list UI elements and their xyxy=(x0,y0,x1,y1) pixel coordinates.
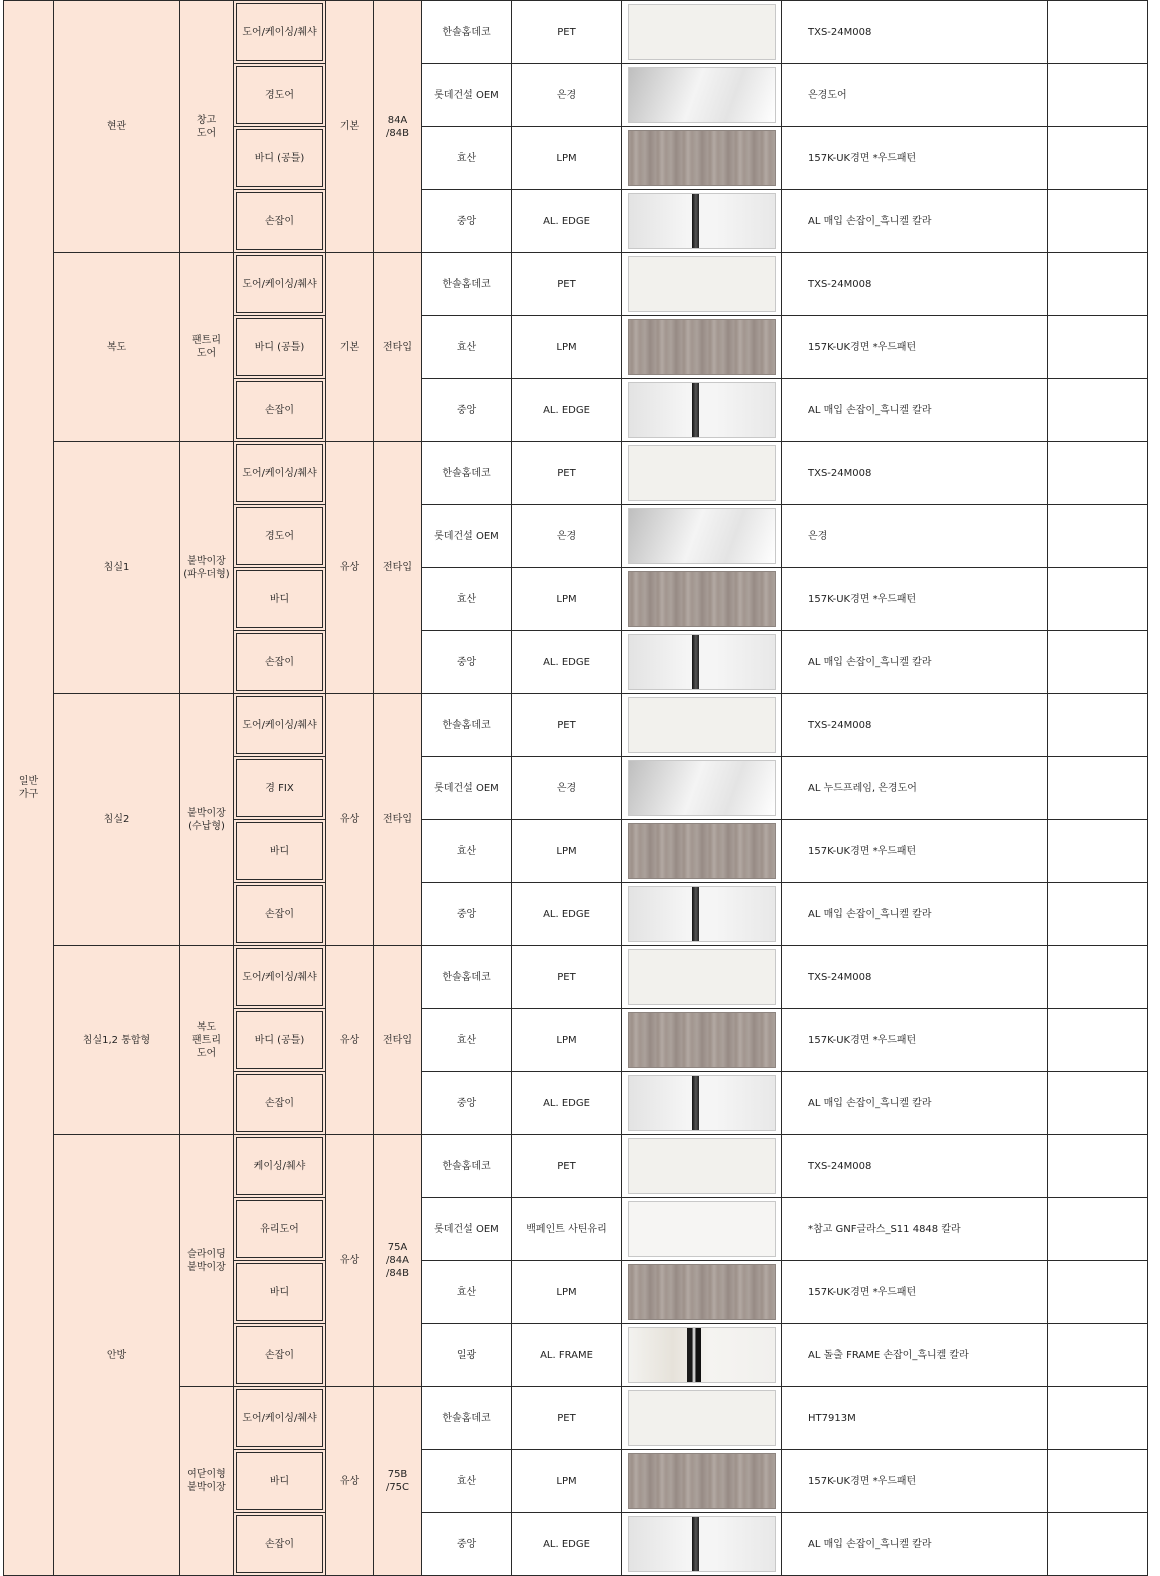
swatch-cell xyxy=(622,1009,782,1072)
maker-cell: 효산 xyxy=(422,1261,512,1324)
handle-finish-swatch-image xyxy=(628,1516,776,1572)
part-label: 손잡이 xyxy=(236,633,323,691)
spec-cell: AL 누드프레임, 은경도어 xyxy=(782,757,1048,820)
unit-type-cell: 84A /84B xyxy=(374,1,422,253)
maker-cell: 중앙 xyxy=(422,1513,512,1576)
maker-cell: 효산 xyxy=(422,316,512,379)
item-cell: 복도 팬트리 도어 xyxy=(180,946,234,1135)
material-cell: AL. EDGE xyxy=(512,631,622,694)
wood-finish-swatch-image xyxy=(628,823,776,879)
spec-cell: *참고 GNF글라스_S11 4848 칼라 xyxy=(782,1198,1048,1261)
swatch-cell xyxy=(622,1513,782,1576)
material-cell: AL. EDGE xyxy=(512,190,622,253)
option-cell: 유상 xyxy=(326,946,374,1135)
room-cell: 침실2 xyxy=(54,694,180,946)
table-row xyxy=(4,442,1148,505)
material-cell: LPM xyxy=(512,568,622,631)
spec-cell: TXS-24M008 xyxy=(782,694,1048,757)
material-cell: AL. FRAME xyxy=(512,1324,622,1387)
remark-cell xyxy=(1048,883,1148,946)
part-cell xyxy=(234,316,326,379)
remark-cell xyxy=(1048,631,1148,694)
maker-cell: 한솔홈데코 xyxy=(422,253,512,316)
room-cell: 복도 xyxy=(54,253,180,442)
part-cell xyxy=(234,1135,326,1198)
remark-cell xyxy=(1048,1,1148,64)
spec-cell: TXS-24M008 xyxy=(782,442,1048,505)
maker-cell: 한솔홈데코 xyxy=(422,1387,512,1450)
material-cell: AL. EDGE xyxy=(512,1072,622,1135)
option-cell: 기본 xyxy=(326,1,374,253)
material-cell: LPM xyxy=(512,1009,622,1072)
material-cell: AL. EDGE xyxy=(512,1513,622,1576)
part-cell xyxy=(234,505,326,568)
unit-type-cell: 75A /84A /84B xyxy=(374,1135,422,1387)
swatch-cell xyxy=(622,820,782,883)
part-cell xyxy=(234,946,326,1009)
remark-cell xyxy=(1048,379,1148,442)
white-finish-swatch-image xyxy=(628,1390,776,1446)
material-cell: PET xyxy=(512,694,622,757)
white-finish-swatch-image xyxy=(628,4,776,60)
wood-finish-swatch-image xyxy=(628,571,776,627)
part-cell xyxy=(234,1387,326,1450)
material-cell: PET xyxy=(512,442,622,505)
unit-type-cell: 75B /75C xyxy=(374,1387,422,1576)
material-cell: AL. EDGE xyxy=(512,379,622,442)
white-finish-swatch-image xyxy=(628,1138,776,1194)
room-cell: 현관 xyxy=(54,1,180,253)
room-cell: 침실1 xyxy=(54,442,180,694)
material-cell: PET xyxy=(512,1,622,64)
material-cell: LPM xyxy=(512,127,622,190)
remark-cell xyxy=(1048,1198,1148,1261)
spec-cell: 157K-UK경면 *우드패턴 xyxy=(782,1450,1048,1513)
spec-cell: 157K-UK경면 *우드패턴 xyxy=(782,1009,1048,1072)
spec-cell: AL 매입 손잡이_흑니켈 칼라 xyxy=(782,1072,1048,1135)
part-cell xyxy=(234,1198,326,1261)
remark-cell xyxy=(1048,64,1148,127)
mirror-finish-swatch-image xyxy=(628,508,776,564)
white-finish-swatch-image xyxy=(628,445,776,501)
part-cell xyxy=(234,1072,326,1135)
maker-cell: 중앙 xyxy=(422,190,512,253)
swatch-cell xyxy=(622,505,782,568)
material-cell: PET xyxy=(512,946,622,1009)
part-cell xyxy=(234,883,326,946)
swatch-cell xyxy=(622,64,782,127)
maker-cell: 롯데건설 OEM xyxy=(422,757,512,820)
wood-finish-swatch-image xyxy=(628,1453,776,1509)
remark-cell xyxy=(1048,505,1148,568)
remark-cell xyxy=(1048,1261,1148,1324)
spec-cell: 157K-UK경면 *우드패턴 xyxy=(782,820,1048,883)
maker-cell: 한솔홈데코 xyxy=(422,946,512,1009)
unit-type-cell: 전타입 xyxy=(374,946,422,1135)
part-cell xyxy=(234,379,326,442)
spec-cell: 157K-UK경면 *우드패턴 xyxy=(782,316,1048,379)
remark-cell xyxy=(1048,1387,1148,1450)
part-label: 바디 xyxy=(236,822,323,880)
glass-finish-swatch-image xyxy=(628,1201,776,1257)
material-cell: 은경 xyxy=(512,505,622,568)
option-cell: 유상 xyxy=(326,1135,374,1387)
spec-cell: HT7913M xyxy=(782,1387,1048,1450)
swatch-cell xyxy=(622,1450,782,1513)
part-cell xyxy=(234,253,326,316)
swatch-cell xyxy=(622,1072,782,1135)
white-finish-swatch-image xyxy=(628,697,776,753)
maker-cell: 롯데건설 OEM xyxy=(422,505,512,568)
frame-finish-swatch-image xyxy=(628,1327,776,1383)
swatch-cell xyxy=(622,694,782,757)
swatch-cell xyxy=(622,1135,782,1198)
part-cell xyxy=(234,1,326,64)
spec-cell: AL 매입 손잡이_흑니켈 칼라 xyxy=(782,1513,1048,1576)
part-label: 손잡이 xyxy=(236,1074,323,1132)
swatch-cell xyxy=(622,442,782,505)
part-cell xyxy=(234,442,326,505)
part-cell xyxy=(234,757,326,820)
part-cell xyxy=(234,1513,326,1576)
maker-cell: 한솔홈데코 xyxy=(422,442,512,505)
part-cell xyxy=(234,1450,326,1513)
maker-cell: 효산 xyxy=(422,568,512,631)
swatch-cell xyxy=(622,1261,782,1324)
option-cell: 기본 xyxy=(326,253,374,442)
spec-cell: 157K-UK경면 *우드패턴 xyxy=(782,1261,1048,1324)
part-label: 경도어 xyxy=(236,507,323,565)
maker-cell: 효산 xyxy=(422,820,512,883)
part-label: 바디 xyxy=(236,570,323,628)
part-label: 손잡이 xyxy=(236,885,323,943)
swatch-cell xyxy=(622,1198,782,1261)
maker-cell: 중앙 xyxy=(422,631,512,694)
swatch-cell xyxy=(622,1,782,64)
maker-cell: 효산 xyxy=(422,1009,512,1072)
remark-cell xyxy=(1048,1009,1148,1072)
part-label: 도어/케이싱/췌샤 xyxy=(236,3,323,61)
wood-finish-swatch-image xyxy=(628,1264,776,1320)
white-finish-swatch-image xyxy=(628,949,776,1005)
part-label: 도어/케이싱/췌샤 xyxy=(236,1389,323,1447)
swatch-cell xyxy=(622,757,782,820)
swatch-cell xyxy=(622,253,782,316)
maker-cell: 효산 xyxy=(422,1450,512,1513)
spec-cell: AL 매입 손잡이_흑니켈 칼라 xyxy=(782,190,1048,253)
part-cell xyxy=(234,1324,326,1387)
remark-cell xyxy=(1048,127,1148,190)
handle-finish-swatch-image xyxy=(628,193,776,249)
material-cell: PET xyxy=(512,1135,622,1198)
remark-cell xyxy=(1048,1450,1148,1513)
remark-cell xyxy=(1048,1513,1148,1576)
handle-finish-swatch-image xyxy=(628,886,776,942)
part-cell xyxy=(234,1261,326,1324)
maker-cell: 한솔홈데코 xyxy=(422,694,512,757)
swatch-cell xyxy=(622,190,782,253)
spec-cell: TXS-24M008 xyxy=(782,946,1048,1009)
material-cell: LPM xyxy=(512,1450,622,1513)
room-cell: 안방 xyxy=(54,1135,180,1576)
part-label: 손잡이 xyxy=(236,192,323,250)
handle-finish-swatch-image xyxy=(628,1075,776,1131)
spec-cell: AL 매입 손잡이_흑니켈 칼라 xyxy=(782,883,1048,946)
item-cell: 창고 도어 xyxy=(180,1,234,253)
remark-cell xyxy=(1048,1072,1148,1135)
table-row xyxy=(4,253,1148,316)
handle-finish-swatch-image xyxy=(628,634,776,690)
spec-cell: TXS-24M008 xyxy=(782,1,1048,64)
swatch-cell xyxy=(622,127,782,190)
remark-cell xyxy=(1048,820,1148,883)
part-cell xyxy=(234,820,326,883)
spec-cell: AL 매입 손잡이_흑니켈 칼라 xyxy=(782,379,1048,442)
swatch-cell xyxy=(622,883,782,946)
table-row xyxy=(4,1,1148,64)
spec-cell: 은경 xyxy=(782,505,1048,568)
wood-finish-swatch-image xyxy=(628,319,776,375)
part-cell xyxy=(234,1009,326,1072)
option-cell: 유상 xyxy=(326,694,374,946)
part-cell xyxy=(234,190,326,253)
spec-cell: TXS-24M008 xyxy=(782,253,1048,316)
part-cell xyxy=(234,631,326,694)
remark-cell xyxy=(1048,568,1148,631)
part-label: 바디 xyxy=(236,1263,323,1321)
finish-spec-table xyxy=(3,0,1148,1576)
part-label: 바디 (공틀) xyxy=(236,318,323,376)
swatch-cell xyxy=(622,568,782,631)
swatch-cell xyxy=(622,316,782,379)
material-cell: PET xyxy=(512,253,622,316)
spec-cell: AL 매입 손잡이_흑니켈 칼라 xyxy=(782,631,1048,694)
maker-cell: 중앙 xyxy=(422,1072,512,1135)
swatch-cell xyxy=(622,379,782,442)
remark-cell xyxy=(1048,316,1148,379)
maker-cell: 롯데건설 OEM xyxy=(422,64,512,127)
part-cell xyxy=(234,694,326,757)
maker-cell: 일광 xyxy=(422,1324,512,1387)
spec-cell: 157K-UK경면 *우드패턴 xyxy=(782,568,1048,631)
material-cell: 은경 xyxy=(512,757,622,820)
remark-cell xyxy=(1048,946,1148,1009)
remark-cell xyxy=(1048,253,1148,316)
maker-cell: 한솔홈데코 xyxy=(422,1135,512,1198)
table-row xyxy=(4,946,1148,1009)
part-label: 케이싱/췌샤 xyxy=(236,1137,323,1195)
part-label: 도어/케이싱/췌샤 xyxy=(236,948,323,1006)
swatch-cell xyxy=(622,1387,782,1450)
part-label: 도어/케이싱/췌샤 xyxy=(236,696,323,754)
part-label: 경 FIX xyxy=(236,759,323,817)
room-cell: 침실1,2 통합형 xyxy=(54,946,180,1135)
table-row xyxy=(4,1135,1148,1198)
part-label: 바디 xyxy=(236,1452,323,1510)
maker-cell: 중앙 xyxy=(422,883,512,946)
white-finish-swatch-image xyxy=(628,256,776,312)
spec-cell: TXS-24M008 xyxy=(782,1135,1048,1198)
part-label: 손잡이 xyxy=(236,1326,323,1384)
remark-cell xyxy=(1048,694,1148,757)
maker-cell: 효산 xyxy=(422,127,512,190)
mirror-finish-swatch-image xyxy=(628,760,776,816)
table-row xyxy=(4,694,1148,757)
wood-finish-swatch-image xyxy=(628,1012,776,1068)
material-cell: LPM xyxy=(512,316,622,379)
part-label: 손잡이 xyxy=(236,1515,323,1573)
part-label: 손잡이 xyxy=(236,381,323,439)
category-cell: 일반 가구 xyxy=(4,1,54,1576)
remark-cell xyxy=(1048,442,1148,505)
swatch-cell xyxy=(622,1324,782,1387)
spec-cell: AL 돌출 FRAME 손잡이_흑니켈 칼라 xyxy=(782,1324,1048,1387)
material-cell: PET xyxy=(512,1387,622,1450)
swatch-cell xyxy=(622,946,782,1009)
part-cell xyxy=(234,568,326,631)
option-cell: 유상 xyxy=(326,442,374,694)
material-cell: AL. EDGE xyxy=(512,883,622,946)
item-cell: 붙박이장 (파우더형) xyxy=(180,442,234,694)
remark-cell xyxy=(1048,1324,1148,1387)
part-cell xyxy=(234,127,326,190)
spec-cell: 157K-UK경면 *우드패턴 xyxy=(782,127,1048,190)
remark-cell xyxy=(1048,1135,1148,1198)
unit-type-cell: 전타입 xyxy=(374,442,422,694)
part-label: 도어/케이싱/췌샤 xyxy=(236,444,323,502)
mirror-finish-swatch-image xyxy=(628,67,776,123)
remark-cell xyxy=(1048,757,1148,820)
part-cell xyxy=(234,64,326,127)
remark-cell xyxy=(1048,190,1148,253)
maker-cell: 롯데건설 OEM xyxy=(422,1198,512,1261)
part-label: 바디 (공틀) xyxy=(236,129,323,187)
material-cell: 백페인트 사틴유리 xyxy=(512,1198,622,1261)
material-cell: LPM xyxy=(512,1261,622,1324)
item-cell: 붙박이장 (수납형) xyxy=(180,694,234,946)
unit-type-cell: 전타입 xyxy=(374,694,422,946)
unit-type-cell: 전타입 xyxy=(374,253,422,442)
spec-cell: 은경도어 xyxy=(782,64,1048,127)
maker-cell: 중앙 xyxy=(422,379,512,442)
part-label: 유리도어 xyxy=(236,1200,323,1258)
part-label: 도어/케이싱/췌샤 xyxy=(236,255,323,313)
part-label: 경도어 xyxy=(236,66,323,124)
item-cell: 슬라이딩 붙박이장 xyxy=(180,1135,234,1387)
item-cell: 여닫이형 붙박이장 xyxy=(180,1387,234,1576)
swatch-cell xyxy=(622,631,782,694)
handle-finish-swatch-image xyxy=(628,382,776,438)
material-cell: 은경 xyxy=(512,64,622,127)
item-cell: 팬트리 도어 xyxy=(180,253,234,442)
part-label: 바디 (공틀) xyxy=(236,1011,323,1069)
option-cell: 유상 xyxy=(326,1387,374,1576)
maker-cell: 한솔홈데코 xyxy=(422,1,512,64)
material-cell: LPM xyxy=(512,820,622,883)
wood-finish-swatch-image xyxy=(628,130,776,186)
